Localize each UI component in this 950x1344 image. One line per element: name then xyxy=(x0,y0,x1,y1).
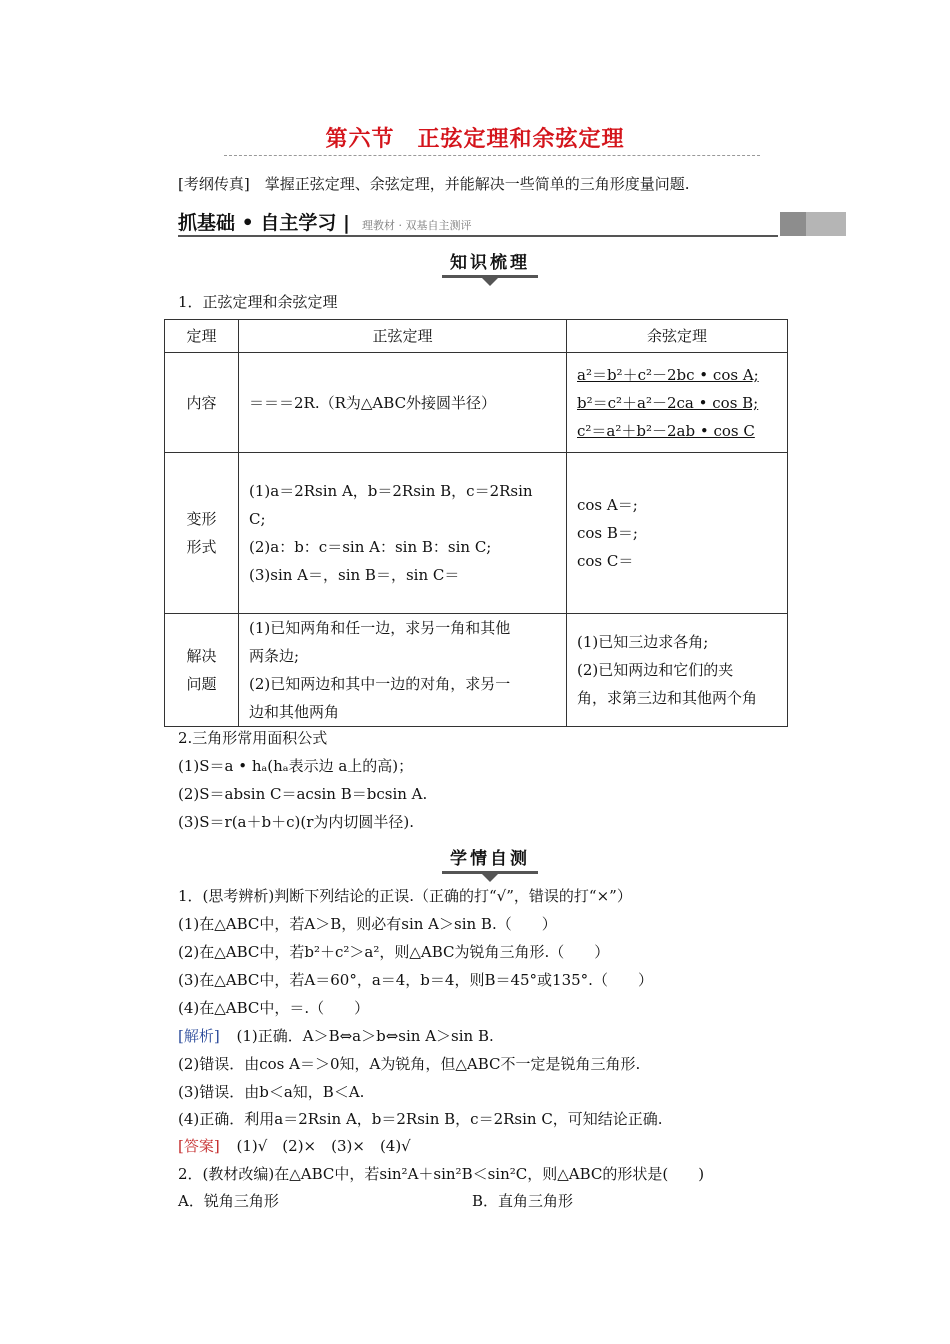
cell-line: a²＝b²＋c²－2bc • cos A; xyxy=(577,365,759,384)
row-label: 解决 问题 xyxy=(165,614,239,727)
analysis-line xyxy=(178,1025,494,1046)
analysis-text: (1)正确．A＞B⇔a＞b⇔sin A＞sin B. xyxy=(236,1027,494,1045)
section-heading-text: 学情自测 xyxy=(450,849,530,869)
banner-subtitle: 理教材 · 双基自主测评 xyxy=(362,219,472,232)
area-formula: (3)S＝r(a＋b＋c)(r为内切圆半径). xyxy=(178,813,414,831)
cell-line: cos C＝ xyxy=(577,552,634,570)
title-divider xyxy=(224,155,760,156)
area-formula: (2)S＝absin C＝acsin B＝bcsin A. xyxy=(178,785,428,803)
row-label: 变形 形式 xyxy=(165,453,239,614)
question-1-stem: 1．(思考辨析)判断下列结论的正误.（正确的打“√”，错误的打“×”） xyxy=(178,887,632,905)
section-heading-knowledge xyxy=(430,248,550,286)
banner-title: 抓基础 • 自主学习 | xyxy=(178,212,350,234)
syllabus-note: [考纲传真] 掌握正弦定理、余弦定理，并能解决一些简单的三角形度量问题. xyxy=(178,175,690,193)
table-row xyxy=(165,353,788,453)
table-row xyxy=(165,453,788,614)
sine-content xyxy=(239,353,567,453)
option-a: A．锐角三角形 xyxy=(178,1192,279,1210)
table-header-cell: 正弦定理 xyxy=(239,320,567,353)
table-header-cell: 余弦定理 xyxy=(567,320,788,353)
cell-line: cos B＝; xyxy=(577,524,638,542)
question-1-item: (3)在△ABC中，若A＝60°，a＝4，b＝4，则B＝45°或135°.（ ） xyxy=(178,971,653,989)
section-banner xyxy=(178,208,846,236)
cell-line: cos A＝; xyxy=(577,496,638,514)
row-label: 内容 xyxy=(165,353,239,453)
theorem-table xyxy=(164,319,788,727)
cell-line: (1)已知三边求各角; xyxy=(577,633,709,651)
cell-line: (2)已知两边和它们的夹 xyxy=(577,661,734,679)
cell-line: C; xyxy=(249,510,266,528)
sine-content xyxy=(239,453,567,614)
question-1-item: (1)在△ABC中，若A＞B，则必有sin A＞sin B.（ ） xyxy=(178,915,557,933)
area-formula: (1)S＝a • hₐ(hₐ表示边 a上的高)； xyxy=(178,757,414,775)
analysis-line: (2)错误．由cos A＝＞0知，A为锐角，但△ABC不一定是锐角三角形. xyxy=(178,1055,641,1073)
cell-line: (3)sin A＝，sin B＝，sin C＝ xyxy=(249,566,460,584)
analysis-line: (3)错误．由b＜a知，B＜A. xyxy=(178,1083,365,1101)
option-b: B．直角三角形 xyxy=(472,1192,574,1210)
cell-line: c²＝a²＋b²－2ab • cos C xyxy=(577,421,755,440)
table-header-cell: 定理 xyxy=(165,320,239,353)
analysis-line: (4)正确．利用a＝2Rsin A，b＝2Rsin B，c＝2Rsin C，可知结论正确. xyxy=(178,1110,663,1128)
answer-tag: [答案] xyxy=(178,1137,220,1155)
sine-content xyxy=(239,614,567,727)
table-row xyxy=(165,614,788,727)
cell-line: 角，求第三边和其他两个角 xyxy=(577,689,758,707)
cell-line: (1)a＝2Rsin A，b＝2Rsin B，c＝2Rsin xyxy=(249,482,533,500)
analysis-tag: [解析] xyxy=(178,1027,220,1045)
heading-arrow-icon xyxy=(482,278,498,286)
banner-rule xyxy=(178,235,778,237)
cosine-content xyxy=(567,614,788,727)
cell-line: b²＝c²＋a²－2ca • cos B; xyxy=(577,393,759,412)
cell-line: (2)已知两边和其中一边的对角，求另一 xyxy=(249,675,511,693)
heading-arrow-icon xyxy=(482,874,498,882)
banner-block-light xyxy=(806,212,846,236)
cell-line: (1)已知两角和任一边，求另一角和其他 xyxy=(249,619,511,637)
item-heading-1: 1．正弦定理和余弦定理 xyxy=(178,293,338,311)
cosine-content xyxy=(567,453,788,614)
section-heading-selftest xyxy=(430,844,550,882)
section-heading-text: 知识梳理 xyxy=(450,253,530,273)
banner-block-dark xyxy=(780,212,806,236)
cell-line: 两条边; xyxy=(249,647,300,665)
cell-line: ＝＝＝2R.（R为△ABC外接圆半径） xyxy=(249,393,497,412)
cell-line: (2)a：b：c＝sin A：sin B：sin C; xyxy=(249,538,492,556)
question-1-item: (4)在△ABC中，＝.（ ） xyxy=(178,999,370,1017)
question-1-item: (2)在△ABC中，若b²＋c²＞a²，则△ABC为锐角三角形.（ ） xyxy=(178,943,610,961)
answer-line xyxy=(178,1135,411,1156)
table-header-row xyxy=(165,320,788,353)
item-heading-2: 2.三角形常用面积公式 xyxy=(178,729,328,747)
page-title: 第六节 正弦定理和余弦定理 xyxy=(325,127,625,152)
question-2-stem: 2．(教材改编)在△ABC中，若sin²A＋sin²B＜sin²C，则△ABC的形状是( ) xyxy=(178,1165,705,1183)
cosine-content xyxy=(567,353,788,453)
cell-line: 边和其他两角 xyxy=(249,703,340,721)
answer-text: (1)√ (2)× (3)× (4)√ xyxy=(236,1137,411,1155)
